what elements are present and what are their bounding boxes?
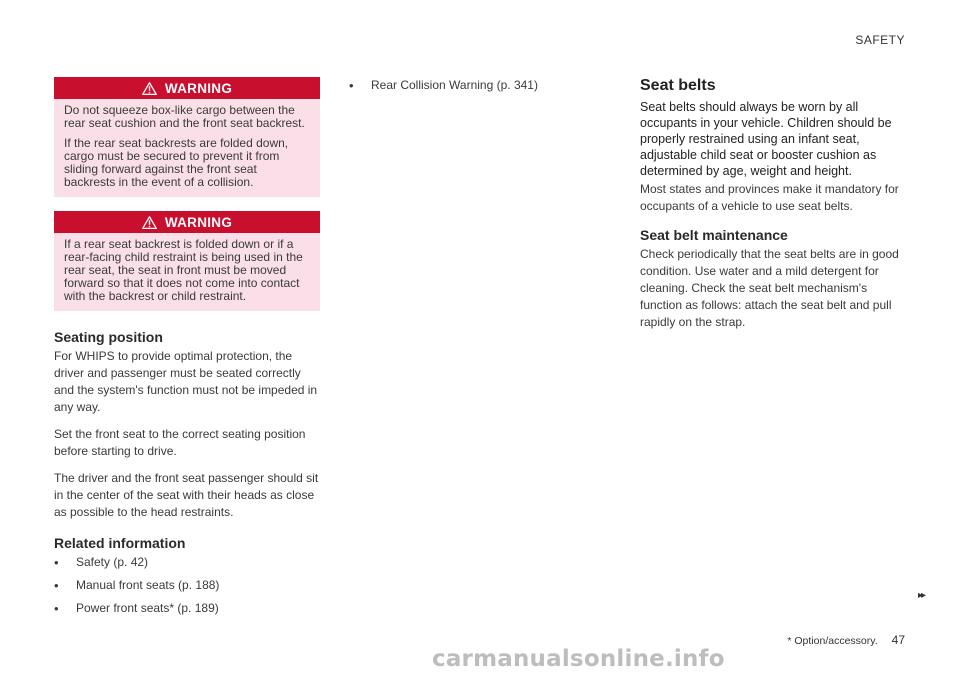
seating-position-heading: Seating position	[54, 329, 163, 345]
right-column	[640, 77, 906, 341]
page-number: 47	[891, 633, 905, 647]
middle-column	[349, 77, 589, 100]
related-links-list-continued	[349, 77, 589, 94]
left-column	[54, 77, 320, 623]
bullet: •	[54, 555, 59, 570]
footnote: * Option/accessory.	[787, 635, 878, 647]
warning-text: If a rear seat backrest is folded down or if a rear-facing child restraint is being used in the rear seat, the seat in front must be moved forward so that it does not come into contact with the backrest or child restraint.	[64, 237, 303, 303]
warning-body	[54, 99, 320, 197]
related-link-manual-front-seats[interactable]	[54, 577, 320, 594]
related-links-list	[54, 554, 320, 617]
seat-belt-maintenance-heading: Seat belt maintenance	[640, 227, 788, 243]
body-paragraph: Most states and provinces make it mandatory for occupants of a vehicle to use seat belts.	[640, 182, 899, 213]
warning-header	[54, 211, 320, 233]
bullet: •	[54, 578, 59, 593]
body-paragraph: The driver and the front seat passenger should sit in the center of the seat with their heads as close as possible to the head restraints.	[54, 471, 319, 519]
warning-box-1	[54, 77, 320, 197]
warning-triangle-icon	[142, 216, 157, 229]
watermark: carmanualsonline.info	[432, 646, 725, 672]
warning-header	[54, 77, 320, 99]
warning-text: If the rear seat backrests are folded down, cargo must be secured to prevent it from sliding forward against the front seat backrests in the event of a collision.	[64, 136, 289, 189]
body-paragraph: For WHIPS to provide optimal protection, the driver and passenger must be seated correctly and the system's function must not be impeded in any way.	[54, 349, 318, 414]
next-page-icon[interactable]: ▸▸	[918, 590, 925, 601]
intro-paragraph: Seat belts should always be worn by all occupants in your vehicle. Children should be properly restrained using an infant seat, adjustable child seat or booster cushion as determined by age, weight and height.	[640, 100, 892, 178]
related-information-heading: Related information	[54, 535, 186, 551]
link-text: Rear Collision Warning (p. 341)	[371, 78, 538, 92]
bullet: •	[54, 601, 59, 616]
warning-box-2	[54, 211, 320, 311]
warning-title: WARNING	[164, 214, 233, 230]
seat-belts-heading: Seat belts	[640, 77, 716, 94]
section-title: SAFETY	[855, 33, 905, 47]
link-text: Manual front seats (p. 188)	[76, 578, 220, 592]
body-paragraph: Check periodically that the seat belts are in good condition. Use water and a mild detergent for cleaning. Check the seat belt mechanism's function as follows: attach the seat belt and pull rapidly on the strap.	[640, 247, 899, 329]
related-link-rear-collision-warning[interactable]	[349, 77, 589, 94]
related-link-safety[interactable]	[54, 554, 320, 571]
link-text: Power front seats* (p. 189)	[76, 601, 219, 615]
warning-title: WARNING	[164, 80, 233, 96]
warning-text: Do not squeeze box-like cargo between the rear seat cushion and the front seat backrest.	[64, 103, 305, 130]
warning-body	[54, 233, 320, 311]
warning-triangle-icon	[142, 82, 157, 95]
body-paragraph: Set the front seat to the correct seating position before starting to drive.	[54, 427, 306, 458]
link-text: Safety (p. 42)	[76, 555, 149, 569]
related-link-power-front-seats[interactable]	[54, 600, 320, 617]
bullet: •	[349, 78, 354, 93]
page-footer	[787, 633, 905, 647]
